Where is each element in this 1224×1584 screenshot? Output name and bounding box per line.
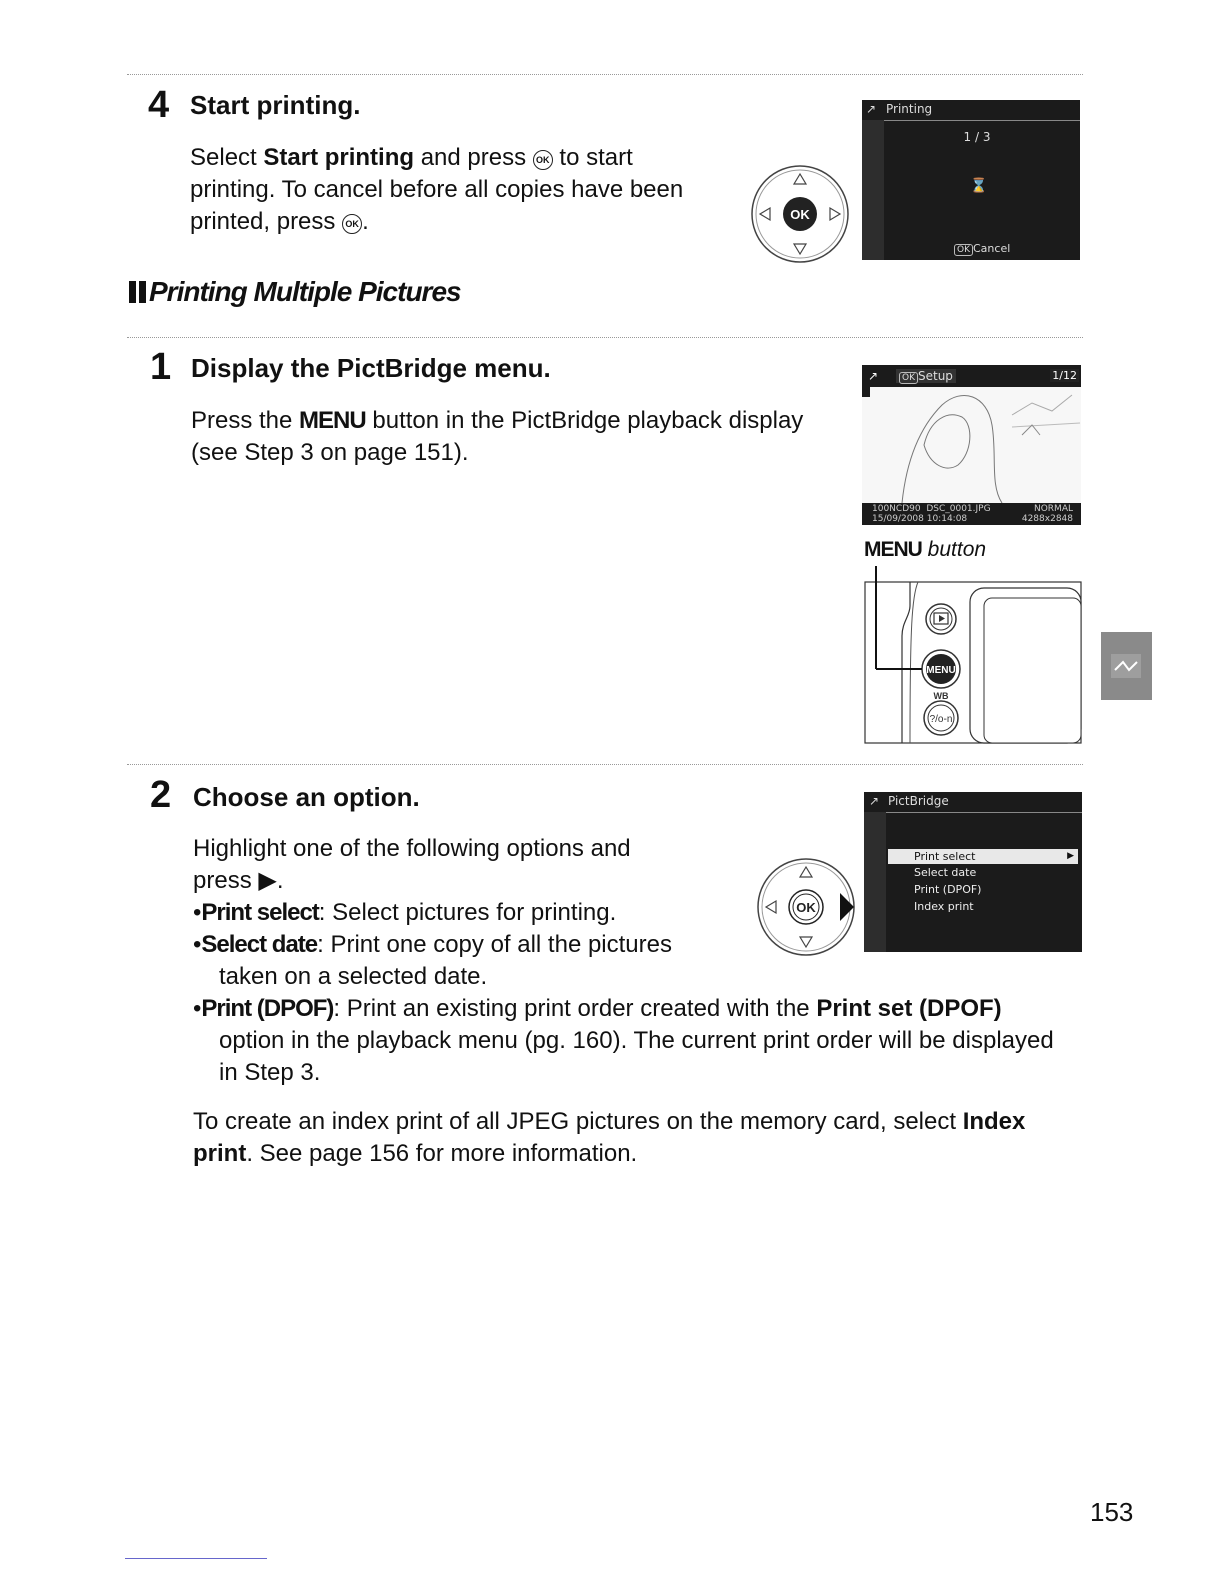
pictbridge-playback-screen bbox=[862, 365, 1081, 525]
step2-rule bbox=[127, 764, 1083, 765]
svg-text:MENU: MENU bbox=[926, 665, 956, 676]
setup-label: OK Setup bbox=[896, 369, 956, 383]
step4-number: 4 bbox=[148, 84, 170, 126]
step2-bullets bbox=[193, 897, 713, 993]
step2-closing: To create an index print of all JPEG pictures on the memory card, select Index print. See page 156 for more information. bbox=[193, 1108, 1026, 1167]
step4-body: Select Start printing and press OK to start printing. To cancel before all copies have been printed, press OK . bbox=[190, 144, 684, 235]
info-bar: 100NCD90 DSC_0001.JPG NORMAL 15/09/2008 10:14:08 4288x2848 bbox=[862, 503, 1081, 525]
camera-back-illustration bbox=[860, 566, 1086, 746]
svg-text:OK: OK bbox=[796, 900, 816, 915]
screen-header bbox=[864, 792, 1082, 813]
hourglass-icon: ⌛ bbox=[970, 178, 988, 194]
screen-footer: OK Cancel bbox=[954, 242, 1010, 255]
step2-title: Choose an option. bbox=[193, 782, 420, 812]
multi-selector-right-icon bbox=[754, 855, 858, 959]
wrench-icon: ↗ bbox=[869, 794, 880, 808]
photo-sketch bbox=[862, 365, 1081, 503]
section-rule bbox=[127, 337, 1083, 338]
step1-body: Press the MENU button in the PictBridge playback display (see Step 3 on page 151). bbox=[191, 407, 804, 466]
screen-side-bar bbox=[862, 120, 884, 260]
menu-item-select-date[interactable]: Select date bbox=[914, 866, 977, 879]
screen-title: Printing bbox=[886, 102, 933, 116]
top-rule bbox=[127, 74, 1083, 75]
menu-item-print-dpof[interactable]: Print (DPOF) bbox=[914, 883, 982, 896]
bullet-select-date: •Select date: Print one copy of all the pictures taken on a selected date. bbox=[193, 931, 672, 990]
connection-icon bbox=[1101, 632, 1152, 700]
bullet-print-dpof: •Print (DPOF): Print an existing print order created with the Print set (DPOF) option in the playback menu (pg. 160). The current print order will be displayed in Step 3. bbox=[193, 995, 1054, 1086]
ok-icon: OK bbox=[342, 214, 362, 234]
wrench-icon: ↗ bbox=[866, 102, 877, 116]
menu-item-index-print[interactable]: Index print bbox=[914, 900, 974, 913]
ok-icon: OK bbox=[533, 150, 553, 170]
screen-side-bar bbox=[864, 812, 886, 952]
step2-number: 2 bbox=[150, 774, 172, 816]
print-progress: 1 / 3 bbox=[963, 130, 991, 144]
pictbridge-menu-screen bbox=[864, 792, 1082, 952]
image-counter: 1/12 bbox=[1052, 369, 1077, 382]
svg-text:?/o-n: ?/o-n bbox=[929, 714, 953, 725]
screen-header bbox=[862, 100, 1080, 121]
section-heading: Printing Multiple Pictures bbox=[129, 276, 461, 308]
step1-number: 1 bbox=[150, 346, 172, 388]
footer-rule bbox=[125, 1558, 267, 1559]
bullet-print-select: •Print select: Select pictures for printing. bbox=[193, 899, 617, 926]
menu-item-print-select[interactable]: Print select ▶ bbox=[888, 849, 1078, 864]
multi-selector-icon bbox=[748, 162, 852, 266]
screen-title: PictBridge bbox=[888, 794, 949, 808]
wrench-icon: ↗ bbox=[868, 369, 879, 383]
svg-text:WB: WB bbox=[933, 691, 949, 701]
step2-intro: Highlight one of the following options and press ▶. bbox=[193, 835, 631, 894]
step4-title: Start printing. bbox=[190, 90, 361, 120]
chapter-tab bbox=[1101, 632, 1152, 700]
page-number: 153 bbox=[1090, 1497, 1134, 1527]
menu-button-caption: MENU button bbox=[864, 538, 987, 561]
printing-screen bbox=[862, 100, 1080, 260]
svg-text:OK: OK bbox=[790, 207, 810, 222]
step1-title: Display the PictBridge menu. bbox=[191, 353, 551, 383]
